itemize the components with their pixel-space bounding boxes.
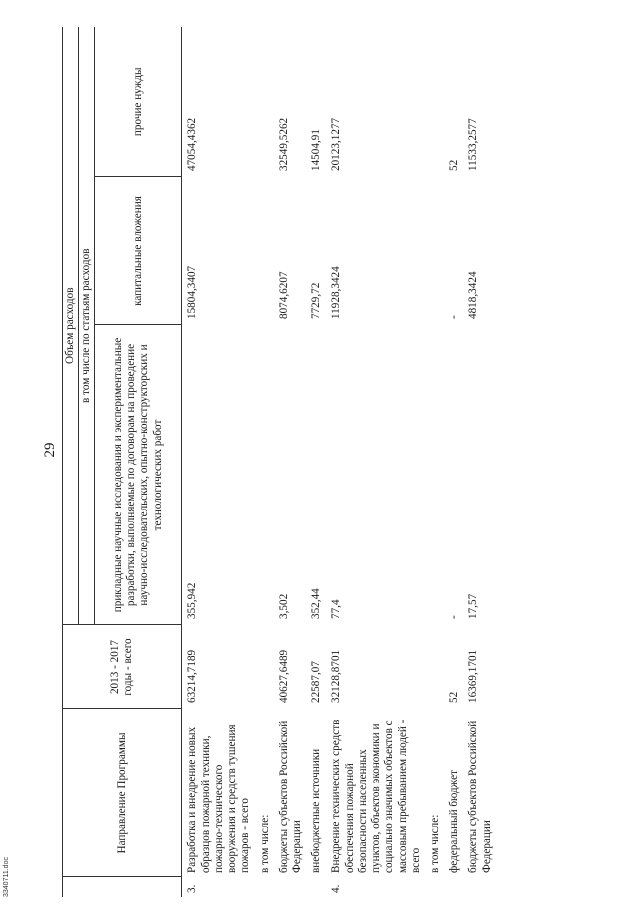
table-body (182, 27, 497, 897)
table-row (182, 27, 256, 897)
row-other: 52 (448, 159, 461, 171)
table-row (307, 27, 326, 897)
expenses-table (62, 27, 497, 897)
header-including: в том числе по статьям расходов (79, 27, 95, 625)
row-total: 40627,6489 (277, 649, 290, 703)
row-applied-research: 352,44 (310, 588, 323, 619)
row-applied-research: 17,57 (467, 593, 480, 619)
row-total (426, 625, 445, 709)
table-row (256, 27, 275, 897)
table-row (464, 27, 496, 897)
row-other: 14504,91 (310, 129, 323, 171)
row-direction: бюджеты субъектов Российской Федерации (277, 720, 303, 873)
row-applied-research (426, 325, 445, 625)
row-applied-research: - (448, 615, 461, 619)
row-index (256, 877, 275, 897)
row-capital: 8074,6207 (277, 271, 290, 319)
row-total (256, 625, 275, 709)
header-volume: Объем расходов (63, 27, 79, 625)
row-direction: в том числе: (428, 814, 441, 873)
row-capital: 11928,3424 (330, 266, 343, 319)
row-direction: федеральный бюджет (448, 770, 461, 873)
footer-filename: 3340711.doc (3, 857, 10, 897)
row-applied-research: 355,942 (186, 582, 199, 619)
row-applied-research (256, 325, 275, 625)
header-total: 2013 - 2017 годы - всего (63, 625, 182, 709)
header-index-cell (63, 877, 182, 897)
row-capital: 7729,72 (310, 282, 323, 319)
row-direction: Внедрение технических средств обеспечения пожарной безопасности населенных пунктов, объектов экономики и социально значимых объектов с массовым пребыванием людей - всего (330, 719, 422, 873)
row-index: 4. (330, 884, 343, 893)
row-applied-research: 77,4 (330, 599, 343, 619)
table-row (326, 27, 426, 897)
row-index: 3. (186, 884, 199, 893)
row-index (307, 877, 326, 897)
row-other (426, 27, 445, 177)
row-capital: - (448, 315, 461, 319)
header-applied-research: прикладные научные исследования и экспериментальные разработки, выполняемые по договорам на проведение научно-исследовательских, опытно-конструкторских и технологических работ (95, 325, 182, 625)
row-total: 16369,1701 (467, 649, 480, 703)
table-header (63, 27, 182, 897)
row-index (275, 877, 307, 897)
header-direction: Направление Программы (63, 709, 182, 877)
row-direction: внебюджетные источники (310, 748, 323, 873)
row-total: 32128,8701 (330, 649, 343, 703)
header-other: прочие нужды (95, 27, 182, 177)
row-direction: бюджеты субъектов Российской Федерации (467, 720, 493, 873)
row-direction: Разработка и внедрение новых образцов пожарной техники, пожарно-технического вооружения и средств тушения пожаров - всего (186, 724, 252, 873)
table-row (445, 27, 464, 897)
row-capital: 15804,3407 (186, 265, 199, 319)
row-direction: в том числе: (258, 814, 271, 873)
table-row (426, 27, 445, 897)
row-capital (426, 177, 445, 325)
row-other (256, 27, 275, 177)
row-index (464, 877, 496, 897)
row-applied-research: 3,502 (277, 593, 290, 619)
row-total: 52 (448, 691, 461, 703)
row-other: 47054,4362 (186, 117, 199, 171)
row-capital (256, 177, 275, 325)
page-number: 29 (42, 442, 58, 458)
row-other: 11533,2577 (467, 118, 480, 171)
row-total: 22587,07 (310, 661, 323, 703)
row-other: 20123,1277 (330, 117, 343, 171)
row-index (426, 877, 445, 897)
row-capital: 4818,3424 (467, 271, 480, 319)
row-index (445, 877, 464, 897)
table-row (275, 27, 307, 897)
row-other: 32549,5262 (277, 117, 290, 171)
row-total: 63214,7189 (186, 649, 199, 703)
header-capital: капитальные вложения (95, 177, 182, 325)
